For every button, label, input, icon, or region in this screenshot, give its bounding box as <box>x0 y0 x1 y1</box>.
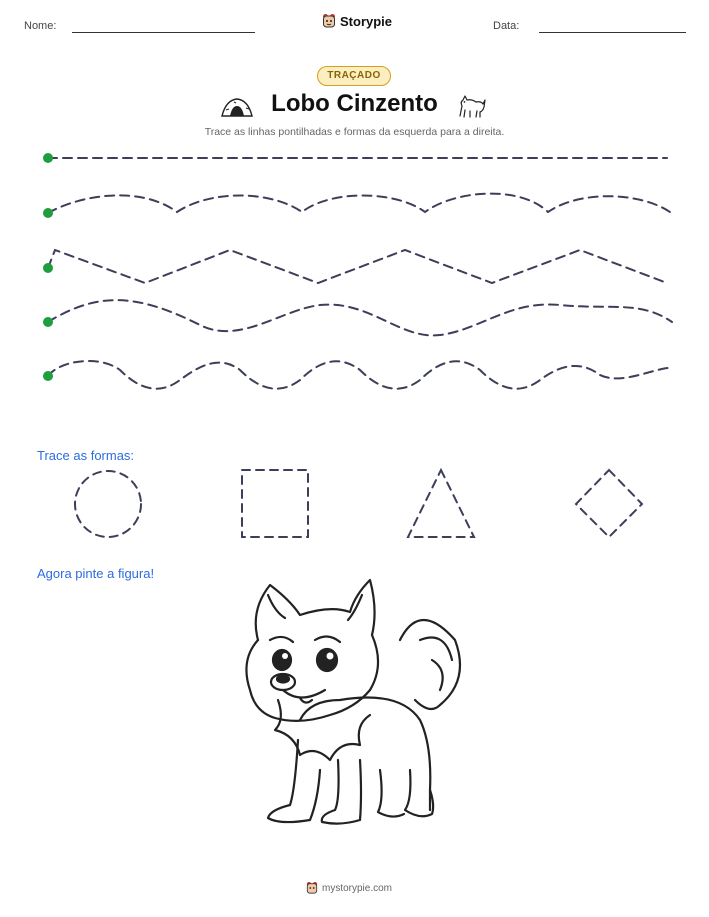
brand-name: Storypie <box>340 13 393 29</box>
start-dot <box>43 317 53 327</box>
name-label: Nome: <box>24 20 57 32</box>
trace-shape-square[interactable] <box>242 470 308 537</box>
date-write-line[interactable] <box>539 32 686 33</box>
trace-shape-diamond[interactable] <box>576 470 642 537</box>
shapes-section-label: Trace as formas: <box>37 448 135 463</box>
activity-tag: TRAÇADO <box>317 66 391 86</box>
name-write-line[interactable] <box>72 32 255 33</box>
trace-line-wave[interactable] <box>48 194 670 213</box>
start-dot <box>43 153 53 163</box>
start-dot <box>43 208 53 218</box>
start-dot <box>43 371 53 381</box>
wolf-icon <box>456 90 488 120</box>
storypie-logo-icon <box>306 881 318 895</box>
cave-icon <box>220 96 254 118</box>
page-title: Lobo Cinzento <box>271 90 438 117</box>
start-dot <box>43 263 53 273</box>
wolf-coloring-illustration[interactable] <box>246 580 460 824</box>
footer <box>306 881 392 895</box>
coloring-section-label: Agora pinte a figura! <box>37 566 155 581</box>
brand <box>322 13 392 29</box>
trace-line-zigzag[interactable] <box>48 250 667 283</box>
date-label: Data: <box>493 20 520 32</box>
footer-site[interactable]: mystorypie.com <box>322 882 393 894</box>
trace-line-big-wave[interactable] <box>48 300 672 335</box>
trace-shape-circle[interactable] <box>75 471 141 537</box>
storypie-logo-icon <box>322 13 336 29</box>
trace-shape-triangle[interactable] <box>408 470 474 537</box>
trace-line-bumps[interactable] <box>48 361 668 389</box>
instruction-text: Trace as linhas pontilhadas e formas da esquerda para a direita. <box>204 126 505 138</box>
